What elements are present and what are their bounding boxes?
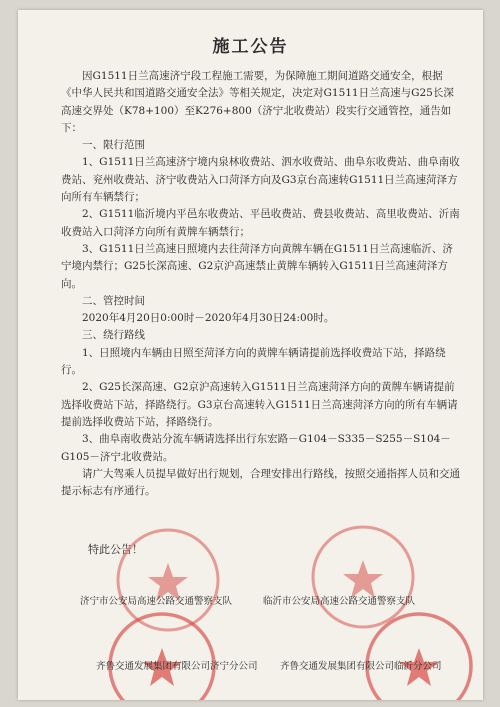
closing-text: 特此公告！ xyxy=(88,543,143,556)
section-heading-detour: 三、绕行路线 xyxy=(82,329,145,342)
notice-title: 施工公告 xyxy=(212,37,289,57)
control-time: 2020年4月20日0:00时－2020年4月30日24:00时。 xyxy=(82,312,335,325)
scope-item-3: 3、G1511日兰高速日照境内去往菏泽方向黄牌车辆在G1511日兰高速临沂、济宁境内禁行；G25长深高速、G2京沪高速禁止黄牌车辆转入G1511日兰高速菏泽方向。 xyxy=(61,242,453,290)
section-heading-time: 二、管控时间 xyxy=(82,294,145,307)
signature-org-4: 齐鲁交通发展集团有限公司临沂分公司 xyxy=(280,661,442,672)
detour-item-2: 2、G25长深高速、G2京沪高速转入G1511日兰高速菏泽方向的黄牌车辆请提前选择收费站下站，择路绕行。G3京台高速转入G1511日兰高速菏泽方向的所有车辆请提前选择收费站下站，择路绕行。 xyxy=(61,381,458,428)
advisory-paragraph: 请广大驾乘人员提早做好出行规划，合理安排出行路线，按照交通指挥人员和交通提示标志有序通行。 xyxy=(61,467,460,498)
detour-item-3: 3、曲阜南收费站分流车辆请选择出行东宏路－G104－S335－S255－S104－G105－济宁北收费站。 xyxy=(61,433,451,463)
signature-org-2: 临沂市公安局高速公路交通警察支队 xyxy=(263,596,416,607)
stamp-seal-icon xyxy=(106,610,218,700)
signature-org-3: 齐鲁交通发展集团有限公司济宁分公司 xyxy=(96,661,258,672)
scope-item-2: 2、G1511临沂境内平邑东收费站、平邑收费站、费县收费站、高里收费站、沂南收费站入口菏泽方向所有黄牌车辆禁行； xyxy=(61,208,460,238)
intro-paragraph: 因G1511日兰高速济宁段工程施工需要，为保障施工期间道路交通安全，根据《中华人民共和国道路交通安全法》等相关规定，决定对G1511日兰高速与G25长深高速交界处（K78+100）至K276+800（济宁北收费站）段实行交通管控，通告如下： xyxy=(61,70,454,134)
section-heading-scope: 一、限行范围 xyxy=(82,139,145,152)
detour-item-1: 1、日照境内车辆由日照至菏泽方向的黄牌车辆请提前选择收费站下站，择路绕行。 xyxy=(61,346,446,377)
notice-document xyxy=(18,10,483,700)
stamp-seal-icon xyxy=(363,610,475,700)
scope-item-1: 1、G1511日兰高速济宁境内泉林收费站、泗水收费站、曲阜东收费站、曲阜南收费站、兖州收费站、济宁收费站入口菏泽方向及G3京台高速转G1511日兰高速菏泽方向所有车辆禁行； xyxy=(61,156,460,204)
signature-org-1: 济宁市公安局高速公路交通警察支队 xyxy=(80,596,233,607)
notice-body xyxy=(61,68,461,500)
